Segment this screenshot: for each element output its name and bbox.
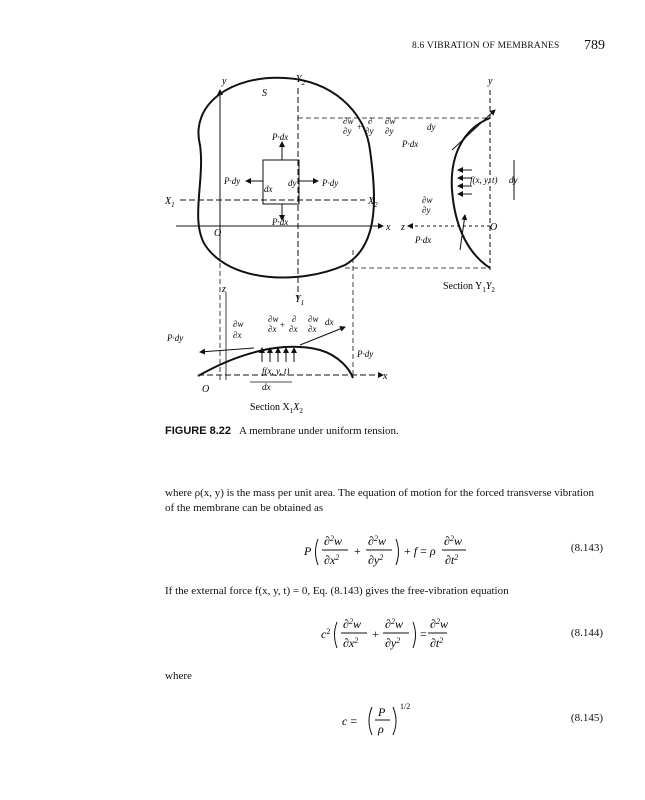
svg-text:∂y2: $\partial y^2$ (368, 553, 384, 567)
label-fxyt-right: f(x, y, t) (470, 175, 498, 185)
label-dx: dx (264, 184, 273, 194)
equation-number-8-143: (8.143) (570, 542, 603, 554)
label-Pdx-right-top: P·dx (402, 139, 419, 149)
label-Pdy-bottom-left: P·dy (167, 333, 184, 343)
label-Y2: $Y_2$ (296, 74, 306, 87)
label-ddx-bottom: ∂x (289, 324, 298, 334)
equation-8-145 (340, 697, 420, 745)
label-dwdx-top-den: ∂x (268, 324, 277, 334)
svg-text:∂t2: $\partial t^2$ (445, 553, 459, 567)
label-Pdy-bottom-right: P·dy (357, 349, 374, 359)
label-dwdy-mid-num: ∂w (422, 195, 433, 205)
label-plus-bottom: + (280, 320, 286, 330)
label-ddy-top: ∂y (365, 126, 374, 136)
label-x-bottom: x (383, 371, 388, 382)
equation-number-8-144: (8.144) (570, 627, 603, 639)
svg-text:ρ: ρ (378, 722, 384, 736)
label-dx-bottom-top: dx (325, 317, 334, 327)
label-y: y (222, 76, 227, 87)
label-dy: dy (288, 178, 297, 188)
caption-label: FIGURE 8.22 (165, 425, 232, 437)
svg-text:∂y2: $\partial y^2$ (385, 636, 401, 650)
equation-8-144 (317, 611, 447, 659)
svg-text:+: + (372, 627, 379, 641)
svg-text:c2: $c^2$ (321, 627, 331, 641)
label-x: x (386, 222, 391, 233)
label-inner-num-bottom: ∂w (308, 314, 319, 324)
label-S: S (262, 88, 267, 99)
label-z-right: z (401, 222, 405, 233)
label-d-top: ∂ (368, 116, 373, 126)
svg-text:c =: c = (342, 714, 358, 728)
label-fxyt-bottom: f(x, y, t) (262, 366, 290, 376)
label-dx-bottom: dx (262, 382, 271, 392)
section-y-label: Section $Y_1Y_2$ (443, 281, 495, 294)
svg-text:1/2: 1/2 (400, 702, 411, 711)
label-dwdx-left-den: ∂x (233, 330, 242, 340)
svg-text:+: + (354, 544, 361, 558)
svg-text:+ f = ρ: + f = ρ (404, 544, 436, 558)
svg-text:∂t2: $\partial t^2$ (430, 636, 444, 650)
label-dy-right: dy (509, 175, 518, 185)
svg-text:P: P (304, 544, 312, 558)
svg-text:P: P (378, 705, 386, 719)
svg-text:∂2w: ∂$^2$w (343, 617, 361, 631)
label-O-right: O (490, 222, 498, 233)
label-X2: $X_2$ (368, 196, 378, 209)
svg-text:∂2w: ∂$^2$w (430, 617, 448, 631)
label-inner-den-top: ∂y (385, 126, 394, 136)
label-plus-top: + (357, 122, 363, 132)
svg-text:∂2w: ∂$^2$w (368, 534, 386, 548)
label-d-bottom: ∂ (292, 314, 297, 324)
label-Pdx-top: P·dx (272, 132, 289, 142)
svg-text:=: = (420, 627, 427, 641)
svg-text:∂2w: ∂$^2$w (444, 534, 462, 548)
label-Pdy-left: P·dy (224, 176, 241, 186)
page-number: 789 (584, 38, 605, 53)
label-Pdx-right-bottom: P·dx (415, 235, 432, 245)
label-Pdx-bottom: P·dx (272, 217, 289, 227)
section-y-curve (452, 118, 490, 268)
label-X1: $X_1$ (165, 196, 175, 209)
section-x-label: Section $X_1X_2$ (250, 402, 303, 415)
label-inner-num-top: ∂w (385, 116, 396, 126)
label-dwdx-top-num: ∂w (268, 314, 279, 324)
figure-caption (165, 425, 399, 437)
label-O-bottom: O (202, 384, 210, 395)
running-title: 8.6 VIBRATION OF MEMBRANES (412, 41, 560, 51)
svg-text:∂2w: ∂$^2$w (324, 534, 342, 548)
paragraph-where: where (165, 670, 192, 682)
svg-text:∂x2: $\partial x^2$ (324, 553, 340, 567)
label-dwdy-mid-den: ∂y (422, 205, 431, 215)
svg-text:∂x2: $\partial x^2$ (343, 636, 359, 650)
label-O: O (214, 228, 222, 239)
label-dwdy-top-den: ∂y (343, 126, 352, 136)
equation-8-143 (300, 527, 470, 577)
label-dwdy-top-num: ∂w (343, 116, 354, 126)
caption-text: A membrane under uniform tension. (239, 425, 399, 437)
equation-number-8-145: (8.145) (570, 712, 603, 724)
label-inner-den-bottom: ∂x (308, 324, 317, 334)
paragraph-1: where ρ(x, y) is the mass per unit area. The equation of motion for the forced transverse vibration of the membrane can be obtained as (165, 487, 594, 514)
label-Pdy-right: P·dy (322, 178, 339, 188)
svg-text:∂2w: ∂$^2$w (385, 617, 403, 631)
label-dwdx-left-num: ∂w (233, 319, 244, 329)
label-dy-top: dy (427, 122, 436, 132)
paragraph-2: If the external force f(x, y, t) = 0, Eq. (8.143) gives the free-vibration equation (165, 585, 509, 597)
label-y-right: y (488, 76, 493, 87)
label-Y1: $Y_1$ (295, 294, 305, 307)
label-z-bottom: z (222, 284, 226, 295)
